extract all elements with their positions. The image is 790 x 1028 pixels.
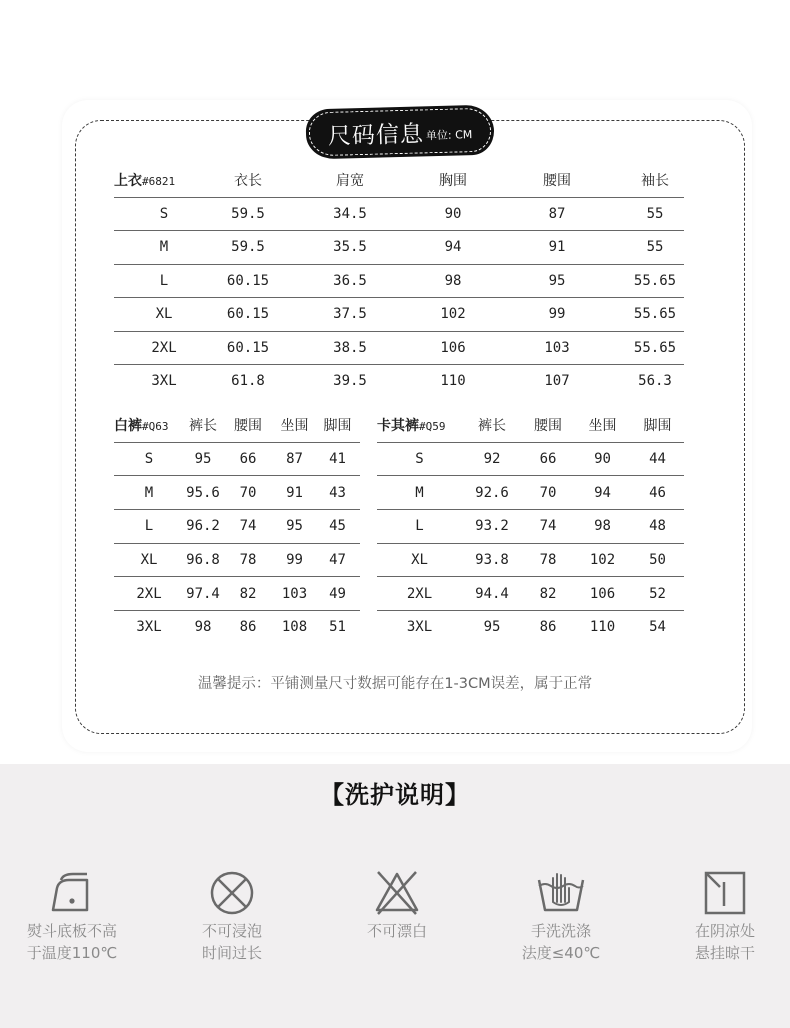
measurement-cell: 96.2 bbox=[184, 510, 222, 544]
measurement-cell: 92 bbox=[462, 442, 522, 476]
size-cell: XL bbox=[377, 543, 462, 577]
table-row bbox=[114, 231, 684, 265]
measurement-cell: 90 bbox=[574, 442, 631, 476]
care-label: 不可漂白 bbox=[366, 922, 427, 940]
measurement-cell: 91 bbox=[274, 476, 315, 510]
measurement-cell: 107 bbox=[488, 365, 626, 398]
size-cell: L bbox=[114, 510, 184, 544]
measurement-cell: 93.8 bbox=[462, 543, 522, 577]
measurement-tip: 温馨提示：平铺测量尺寸数据可能存在1-3CM误差，属于正常 bbox=[197, 676, 593, 692]
column-header: 袖长 bbox=[641, 173, 669, 190]
measurement-cell: 41 bbox=[315, 442, 360, 476]
table-row bbox=[114, 611, 360, 644]
care-label: 在阴凉处 悬挂晾干 bbox=[694, 922, 755, 962]
measurement-cell: 74 bbox=[222, 510, 274, 544]
measurement-cell: 95 bbox=[488, 264, 626, 298]
size-cell: S bbox=[114, 197, 214, 231]
measurement-cell: 54 bbox=[631, 611, 684, 644]
table-row bbox=[114, 264, 684, 298]
table-row bbox=[114, 331, 684, 365]
measurement-cell: 59.5 bbox=[214, 197, 282, 231]
measurement-cell: 59.5 bbox=[214, 231, 282, 265]
measurement-cell: 103 bbox=[488, 331, 626, 365]
white-pants-size-table bbox=[114, 409, 360, 644]
size-cell: 2XL bbox=[377, 577, 462, 611]
size-cell: L bbox=[377, 510, 462, 544]
title-badge bbox=[305, 105, 494, 160]
column-header: 坐围 bbox=[588, 418, 617, 435]
measurement-cell: 106 bbox=[418, 331, 488, 365]
measurement-cell: 91 bbox=[488, 231, 626, 265]
measurement-cell: 66 bbox=[522, 442, 574, 476]
care-label: 不可浸泡 时间过长 bbox=[201, 922, 262, 962]
column-header: 脚围 bbox=[323, 418, 352, 435]
size-cell: 3XL bbox=[114, 365, 214, 398]
table-header-row bbox=[377, 409, 684, 442]
column-header: 肩宽 bbox=[336, 173, 364, 190]
khaki-pants-size-table bbox=[377, 409, 684, 644]
measurement-cell: 98 bbox=[184, 611, 222, 644]
measurement-cell: 74 bbox=[522, 510, 574, 544]
measurement-cell: 87 bbox=[274, 442, 315, 476]
table-row bbox=[114, 577, 360, 611]
measurement-cell: 86 bbox=[522, 611, 574, 644]
size-cell: S bbox=[377, 442, 462, 476]
shade-dry-icon bbox=[700, 868, 750, 918]
measurement-cell: 87 bbox=[488, 197, 626, 231]
measurement-cell: 38.5 bbox=[282, 331, 418, 365]
table-row bbox=[114, 442, 360, 476]
title-main: 尺码信息 bbox=[327, 120, 425, 150]
measurement-cell: 108 bbox=[274, 611, 315, 644]
table-row bbox=[114, 543, 360, 577]
measurement-cell: 96.8 bbox=[184, 543, 222, 577]
care-label: 熨斗底板不高 于温度110℃ bbox=[26, 922, 118, 962]
measurement-cell: 78 bbox=[222, 543, 274, 577]
table-title: 白裤#Q63 bbox=[114, 418, 169, 435]
table-row bbox=[377, 577, 684, 611]
measurement-cell: 94.4 bbox=[462, 577, 522, 611]
table-row bbox=[377, 510, 684, 544]
table-row bbox=[377, 476, 684, 510]
care-label: 手洗洗涤 法度≤40℃ bbox=[521, 922, 601, 962]
measurement-cell: 50 bbox=[631, 543, 684, 577]
measurement-cell: 51 bbox=[315, 611, 360, 644]
table-row bbox=[114, 476, 360, 510]
measurement-cell: 55.65 bbox=[626, 298, 684, 332]
measurement-cell: 94 bbox=[418, 231, 488, 265]
measurement-cell: 98 bbox=[574, 510, 631, 544]
measurement-cell: 55 bbox=[626, 197, 684, 231]
column-header: 腰围 bbox=[534, 418, 562, 435]
table-row bbox=[114, 510, 360, 544]
measurement-cell: 103 bbox=[274, 577, 315, 611]
table-row bbox=[377, 543, 684, 577]
table-row bbox=[114, 197, 684, 231]
column-header: 衣长 bbox=[234, 173, 262, 190]
table-title: 卡其裤#Q59 bbox=[377, 418, 446, 435]
top-size-table bbox=[114, 164, 684, 398]
care-item-iron bbox=[7, 868, 137, 964]
measurement-cell: 60.15 bbox=[214, 331, 282, 365]
care-title: 【洗护说明】 bbox=[320, 781, 470, 809]
measurement-cell: 99 bbox=[274, 543, 315, 577]
table-row bbox=[114, 365, 684, 398]
measurement-cell: 55.65 bbox=[626, 264, 684, 298]
table-title: 上衣#6821 bbox=[114, 173, 176, 190]
table-row bbox=[114, 298, 684, 332]
measurement-cell: 55.65 bbox=[626, 331, 684, 365]
column-header: 坐围 bbox=[280, 418, 309, 435]
table-row bbox=[377, 611, 684, 644]
column-header: 腰围 bbox=[543, 173, 571, 190]
measurement-cell: 102 bbox=[418, 298, 488, 332]
size-cell: M bbox=[377, 476, 462, 510]
measurement-cell: 93.2 bbox=[462, 510, 522, 544]
measurement-cell: 56.3 bbox=[626, 365, 684, 398]
size-cell: L bbox=[114, 264, 214, 298]
measurement-cell: 82 bbox=[222, 577, 274, 611]
column-header: 脚围 bbox=[643, 418, 672, 435]
measurement-cell: 47 bbox=[315, 543, 360, 577]
measurement-cell: 44 bbox=[631, 442, 684, 476]
size-cell: 2XL bbox=[114, 331, 214, 365]
measurement-cell: 97.4 bbox=[184, 577, 222, 611]
measurement-cell: 49 bbox=[315, 577, 360, 611]
table-header-row bbox=[114, 409, 360, 442]
measurement-cell: 52 bbox=[631, 577, 684, 611]
care-item-no-bleach bbox=[332, 868, 462, 942]
size-cell: 2XL bbox=[114, 577, 184, 611]
measurement-cell: 92.6 bbox=[462, 476, 522, 510]
care-item-hand-wash bbox=[496, 868, 626, 964]
measurement-cell: 94 bbox=[574, 476, 631, 510]
measurement-cell: 110 bbox=[418, 365, 488, 398]
measurement-cell: 48 bbox=[631, 510, 684, 544]
measurement-cell: 78 bbox=[522, 543, 574, 577]
no-bleach-icon bbox=[372, 868, 422, 918]
measurement-cell: 106 bbox=[574, 577, 631, 611]
measurement-cell: 98 bbox=[418, 264, 488, 298]
size-cell: XL bbox=[114, 543, 184, 577]
measurement-cell: 82 bbox=[522, 577, 574, 611]
size-cell: S bbox=[114, 442, 184, 476]
measurement-cell: 46 bbox=[631, 476, 684, 510]
hand-wash-icon bbox=[536, 868, 586, 918]
measurement-cell: 61.8 bbox=[214, 365, 282, 398]
measurement-cell: 60.15 bbox=[214, 298, 282, 332]
measurement-cell: 99 bbox=[488, 298, 626, 332]
measurement-cell: 55 bbox=[626, 231, 684, 265]
size-cell: M bbox=[114, 476, 184, 510]
measurement-cell: 95.6 bbox=[184, 476, 222, 510]
measurement-cell: 95 bbox=[184, 442, 222, 476]
iron-icon bbox=[47, 868, 97, 918]
care-item-shade-dry bbox=[660, 868, 790, 964]
measurement-cell: 102 bbox=[574, 543, 631, 577]
size-cell: M bbox=[114, 231, 214, 265]
table-header-row bbox=[114, 164, 684, 197]
measurement-cell: 95 bbox=[274, 510, 315, 544]
measurement-cell: 43 bbox=[315, 476, 360, 510]
measurement-cell: 60.15 bbox=[214, 264, 282, 298]
measurement-cell: 70 bbox=[522, 476, 574, 510]
measurement-cell: 39.5 bbox=[282, 365, 418, 398]
measurement-cell: 90 bbox=[418, 197, 488, 231]
measurement-cell: 66 bbox=[222, 442, 274, 476]
column-header: 裤长 bbox=[189, 418, 217, 435]
measurement-cell: 37.5 bbox=[282, 298, 418, 332]
column-header: 裤长 bbox=[478, 418, 506, 435]
measurement-cell: 35.5 bbox=[282, 231, 418, 265]
measurement-cell: 110 bbox=[574, 611, 631, 644]
title-unit: 单位: CM bbox=[425, 127, 473, 142]
measurement-cell: 95 bbox=[462, 611, 522, 644]
measurement-cell: 70 bbox=[222, 476, 274, 510]
measurement-cell: 36.5 bbox=[282, 264, 418, 298]
size-cell: 3XL bbox=[114, 611, 184, 644]
care-item-no-soak bbox=[167, 868, 297, 964]
no-soak-icon bbox=[207, 868, 257, 918]
measurement-cell: 45 bbox=[315, 510, 360, 544]
measurement-cell: 34.5 bbox=[282, 197, 418, 231]
size-cell: 3XL bbox=[377, 611, 462, 644]
column-header: 胸围 bbox=[439, 173, 467, 190]
measurement-cell: 86 bbox=[222, 611, 274, 644]
column-header: 腰围 bbox=[234, 418, 262, 435]
size-cell: XL bbox=[114, 298, 214, 332]
table-row bbox=[377, 442, 684, 476]
